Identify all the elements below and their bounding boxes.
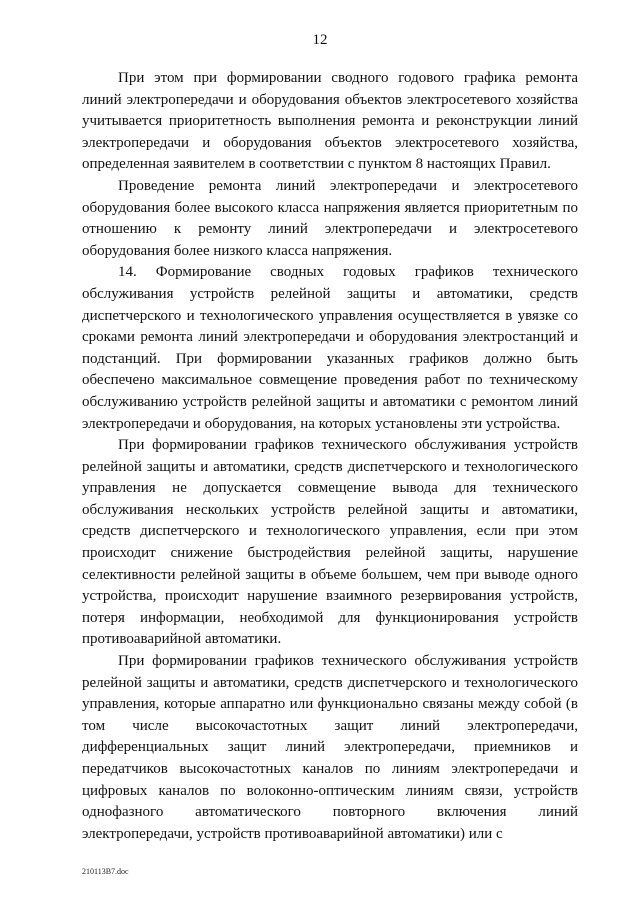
page-number: 12 [312,32,328,48]
paragraph-linked-devices: При формировании графиков технического обслуживания устройств релейной защиты и автоматики, средств диспетчерского и технологического управления, которые аппаратно или функционально связаны между собой (в том числе высокочастотных защит линий электропередачи, дифференциальных защит линий электропередачи, приемников и передатчиков высокочастотных каналов по линиям электропередачи и цифровых каналов по волоконно-оптическим линиям связи, устройств однофазного автоматического повторного включения линий электропередачи, устройств противоаварийной автоматики) или с [82,653,578,842]
document-body [82,68,578,845]
paragraph-repair-schedule-priority: При этом при формировании сводного годового графика ремонта линий электропередачи и оборудования объектов электросетевого хозяйства учитывается приоритетность выполнения ремонта и реконструкции линий электропередачи и оборудования объектов электросетевого хозяйства, определенная заявителем в соответствии с пунктом 8 настоящих Правил. [82,70,578,173]
paragraph-combined-outage-restrictions: При формировании графиков технического обслуживания устройств релейной защиты и автоматики, средств диспетчерского и технологического управления не допускается совмещение вывода для технического обслуживания нескольких устройств релейной защиты и автоматики, средств диспетчерского и технологического управления, если при этом происходит снижение быстродействия релейной защиты, нарушение селективности релейной защиты в объеме большем, чем при выводе одного устройства, происходит нарушение взаимного резервирования устройств, потеря информации, необходимой для функционирования устройств противоаварийной автоматики. [82,437,578,648]
paragraph-item-14: 14. Формирование сводных годовых графиков технического обслуживания устройств релейной защиты и автоматики, средств диспетчерского и технологического управления осуществляется в увязке со сроками ремонта линий электропередачи и оборудования электростанций и подстанций. При формировании указанных графиков должно быть обеспечено максимальное совмещение проведения работ по техническому обслуживанию устройств релейной защиты и автоматики с ремонтом линий электропередачи и оборудования, на которых установлены эти устройства. [82,264,578,432]
paragraph-voltage-class-priority: Проведение ремонта линий электропередачи и электросетевого оборудования более высокого класса напряжения является приоритетным по отношению к ремонту линий электропередачи и электросетевого оборудования более низкого класса напряжения. [82,177,578,259]
document-footer-filename: 210113В7.doc [82,867,129,876]
